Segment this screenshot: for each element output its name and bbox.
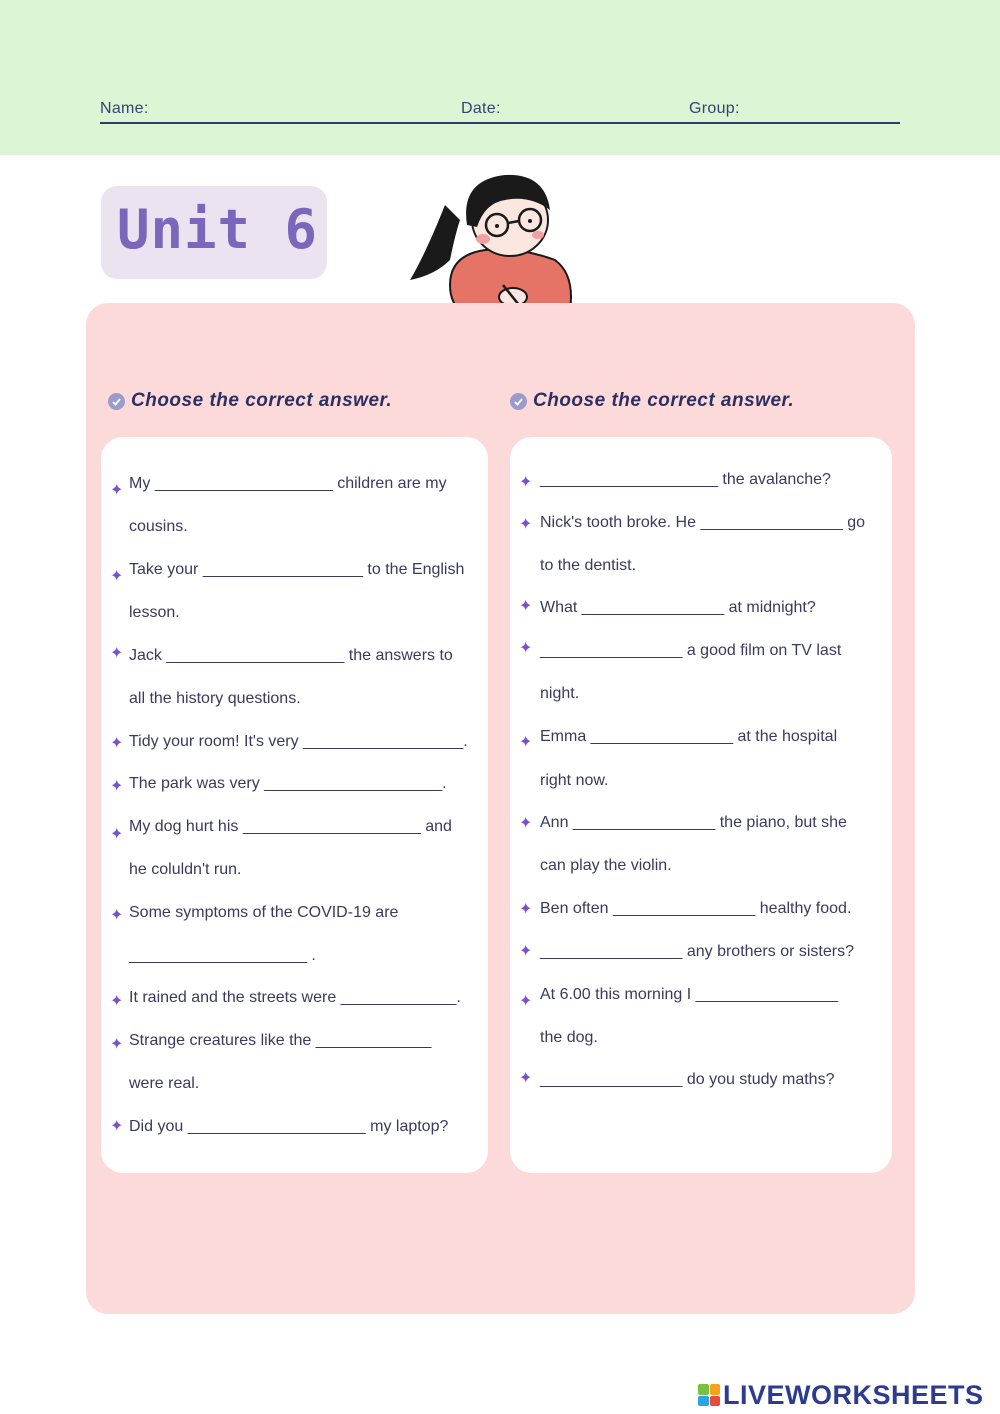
sparkle-bullet-icon: ✦ <box>519 598 533 615</box>
question-line[interactable]: ________________ do you study maths? <box>540 1071 835 1088</box>
sparkle-bullet-icon: ✦ <box>110 826 124 843</box>
question-line: all the history questions. <box>129 690 301 707</box>
sparkle-bullet-icon: ✦ <box>110 645 124 662</box>
sparkle-bullet-icon: ✦ <box>519 815 533 832</box>
question-line[interactable]: At 6.00 this morning I ________________ <box>540 986 839 1003</box>
question-line: to the dentist. <box>540 557 637 574</box>
sparkle-bullet-icon: ✦ <box>110 482 124 499</box>
left-section-heading <box>108 388 392 414</box>
liveworksheets-grid-icon <box>698 1384 720 1406</box>
question-line: Some symptoms of the COVID-19 are <box>129 904 399 921</box>
question-line[interactable]: Ben often ________________ healthy food. <box>540 900 852 917</box>
question-line: were real. <box>129 1075 200 1092</box>
question-line[interactable]: It rained and the streets were _____________. <box>129 989 461 1006</box>
sparkle-bullet-icon: ✦ <box>110 1118 124 1135</box>
sparkle-bullet-icon: ✦ <box>110 735 124 752</box>
sparkle-bullet-icon: ✦ <box>519 993 533 1010</box>
question-line: can play the violin. <box>540 857 672 874</box>
question-line[interactable]: The park was very ____________________. <box>129 775 447 792</box>
sparkle-bullet-icon: ✦ <box>519 943 533 960</box>
question-line[interactable]: ____________________ . <box>129 947 316 964</box>
question-line[interactable]: Tidy your room! It's very __________________. <box>129 733 468 750</box>
sparkle-bullet-icon: ✦ <box>110 907 124 924</box>
question-line: the dog. <box>540 1029 598 1046</box>
sparkle-bullet-icon: ✦ <box>519 640 533 657</box>
cheek-right <box>532 231 544 239</box>
left-heading-text: Choose the correct answer. <box>131 390 393 411</box>
sparkle-bullet-icon: ✦ <box>519 516 533 533</box>
question-line[interactable]: Take your __________________ to the English <box>129 561 465 578</box>
date-label: Date: <box>461 100 501 117</box>
check-bullet-icon <box>108 393 125 410</box>
check-bullet-icon <box>510 393 527 410</box>
question-line: he coluldn't run. <box>129 861 242 878</box>
right-question-card <box>510 437 892 1173</box>
question-line: night. <box>540 685 580 702</box>
question-line[interactable]: Jack ____________________ the answers to <box>129 647 453 664</box>
question-line: lesson. <box>129 604 180 621</box>
group-label: Group: <box>689 100 740 117</box>
question-line[interactable]: Ann ________________ the piano, but she <box>540 814 847 831</box>
name-label: Name: <box>100 100 149 117</box>
question-line[interactable]: Nick's tooth broke. He ________________ go <box>540 514 866 531</box>
sparkle-bullet-icon: ✦ <box>519 901 533 918</box>
question-line[interactable]: Emma ________________ at the hospital <box>540 728 838 745</box>
question-line[interactable]: Did you ____________________ my laptop? <box>129 1118 449 1135</box>
header-fields-line <box>100 98 900 124</box>
sparkle-bullet-icon: ✦ <box>519 1070 533 1087</box>
question-line[interactable]: ________________ a good film on TV last <box>540 642 842 659</box>
sparkle-bullet-icon: ✦ <box>110 568 124 585</box>
question-line[interactable]: What ________________ at midnight? <box>540 599 816 616</box>
unit-badge <box>101 186 327 279</box>
question-line[interactable]: ________________ any brothers or sisters? <box>540 943 854 960</box>
question-line: right now. <box>540 772 609 789</box>
question-line[interactable]: Strange creatures like the _____________ <box>129 1032 432 1049</box>
unit-title: Unit 6 <box>117 198 319 261</box>
question-line[interactable]: My dog hurt his ____________________ and <box>129 818 452 835</box>
question-line[interactable]: My ____________________ children are my <box>129 475 447 492</box>
sparkle-bullet-icon: ✦ <box>110 993 124 1010</box>
liveworksheets-text: LIVEWORKSHEETS <box>723 1379 984 1410</box>
sparkle-bullet-icon: ✦ <box>519 474 533 491</box>
right-section-heading <box>510 388 794 414</box>
header-band <box>0 0 1000 155</box>
right-heading-text: Choose the correct answer. <box>533 390 795 411</box>
question-line[interactable]: ____________________ the avalanche? <box>540 471 831 488</box>
sparkle-bullet-icon: ✦ <box>110 1036 124 1053</box>
question-line: cousins. <box>129 518 188 535</box>
sparkle-bullet-icon: ✦ <box>519 734 533 751</box>
cheek-left <box>476 234 490 244</box>
left-question-card <box>101 437 488 1173</box>
liveworksheets-logo <box>698 1378 984 1412</box>
sparkle-bullet-icon: ✦ <box>110 778 124 795</box>
